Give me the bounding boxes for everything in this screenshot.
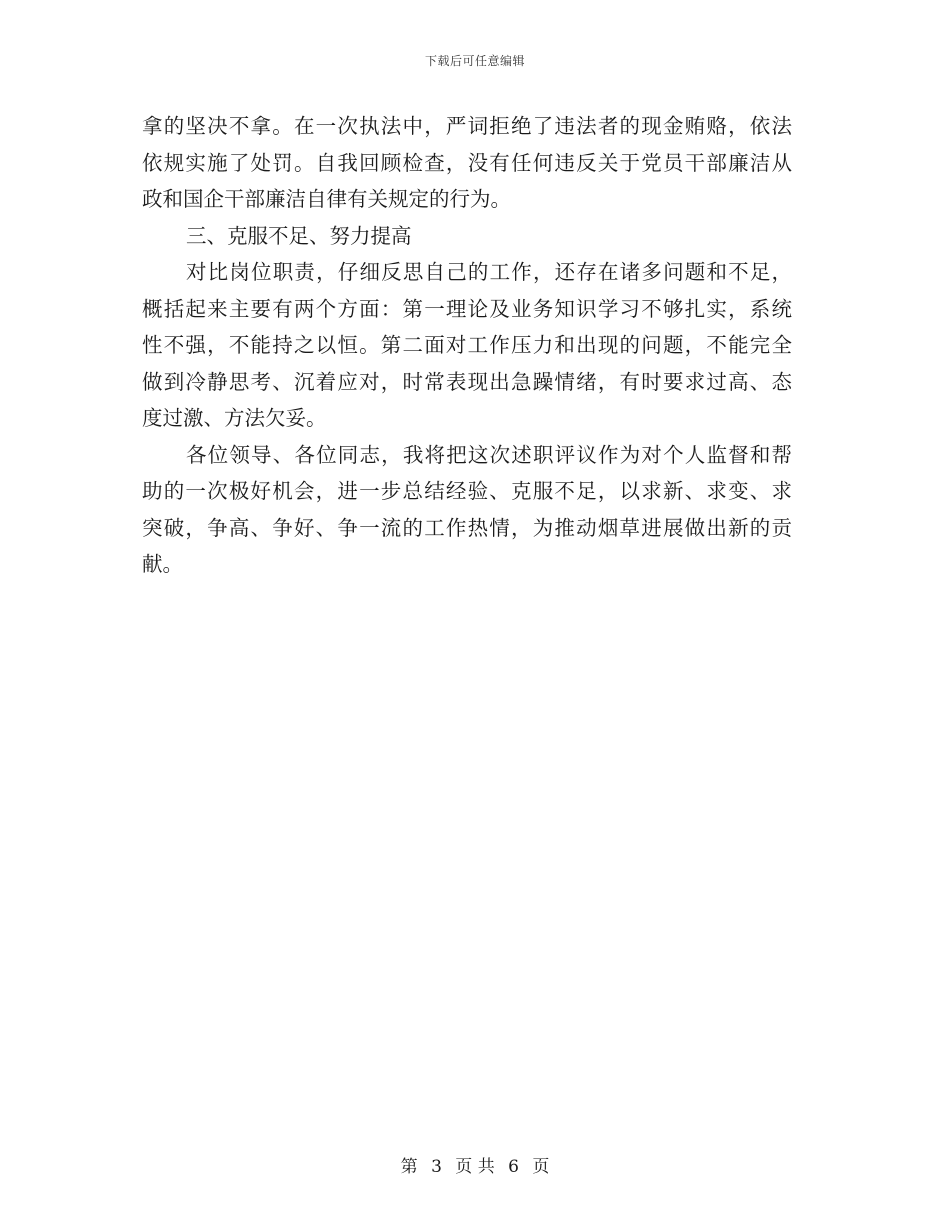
paragraph-line: 对比岗位职责，仔细反思自己的工作，还存在诸多问题和不足， bbox=[186, 260, 792, 284]
paragraph-line: 拿的坚决不拿。在一次执法中，严词拒绝了违法者的现金贿赂，依法 bbox=[142, 114, 792, 138]
pages-label: 页 bbox=[532, 1157, 550, 1177]
paragraph-line: 献。 bbox=[142, 552, 183, 576]
paragraph-line: 突破，争高、争好、争一流的工作热情，为推动烟草进展做出新的贡 bbox=[142, 515, 792, 540]
paragraph-line: 性不强，不能持之以恒。第二面对工作压力和出现的问题，不能完全 bbox=[142, 333, 792, 357]
total-pages-number: 6 bbox=[508, 1157, 519, 1177]
page-footer bbox=[0, 1152, 950, 1177]
paragraph-line: 助的一次极好机会，进一步总结经验、克服不足，以求新、求变、求 bbox=[142, 479, 792, 503]
paragraph-line: 度过激、方法欠妥。 bbox=[142, 406, 327, 430]
page-of-label: 页 共 bbox=[455, 1157, 495, 1177]
page-header: 下载后可任意编辑 bbox=[424, 54, 525, 68]
document-body bbox=[142, 108, 792, 583]
paragraph-line: 各位领导、各位同志，我将把这次述职评议作为对个人监督和帮 bbox=[186, 442, 792, 467]
paragraph-line: 做到冷静思考、沉着应对，时常表现出急躁情绪，有时要求过高、态 bbox=[142, 369, 792, 394]
paragraph-line: 概括起来主要有两个方面：第一理论及业务知识学习不够扎实，系统 bbox=[142, 296, 792, 321]
section-heading: 三、克服不足、努力提高 bbox=[186, 223, 412, 248]
current-page-number: 3 bbox=[431, 1157, 442, 1177]
page-label: 第 bbox=[400, 1157, 418, 1177]
paragraph-line: 依规实施了处罚。自我回顾检查，没有任何违反关于党员干部廉洁从 bbox=[142, 150, 792, 175]
paragraph-line: 政和国企干部廉洁自律有关规定的行为。 bbox=[142, 187, 511, 211]
